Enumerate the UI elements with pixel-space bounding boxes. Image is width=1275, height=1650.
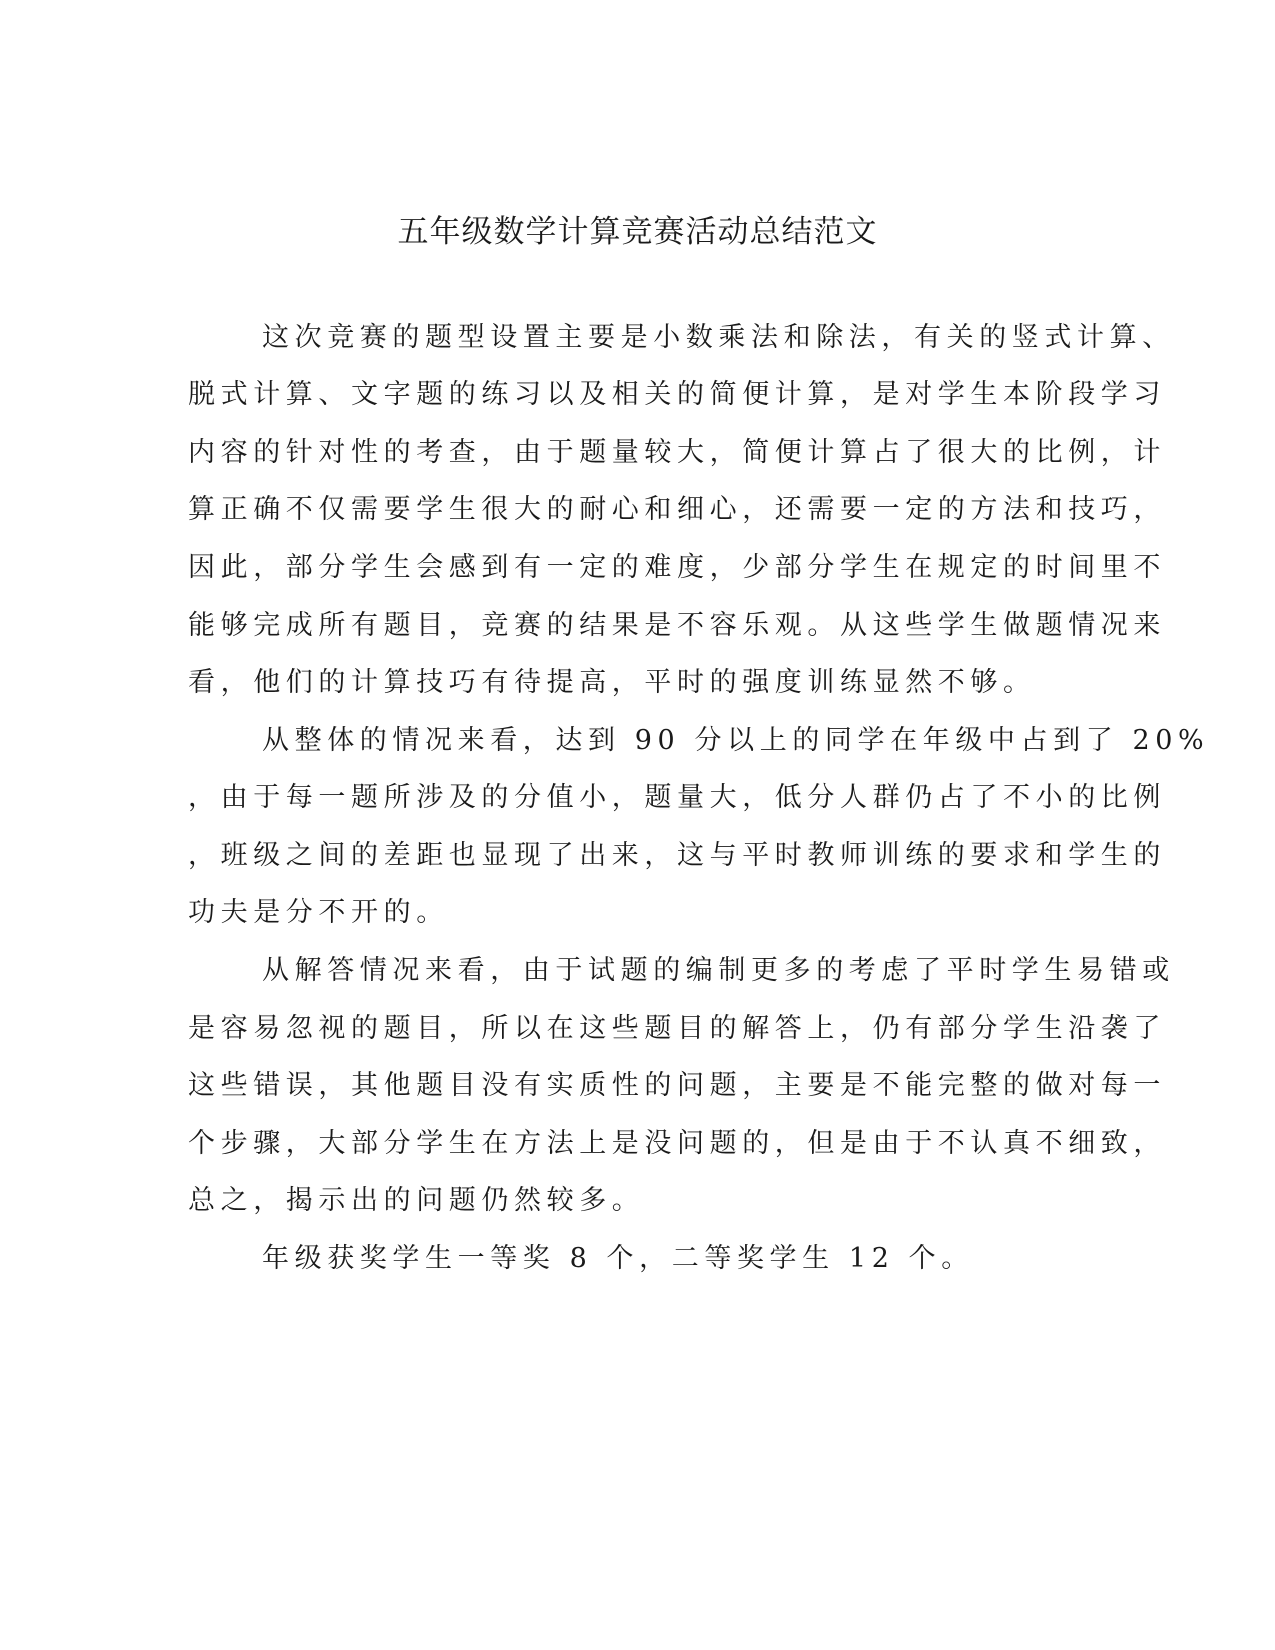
paragraph-1-line-2: 脱式计算、文字题的练习以及相关的简便计算，是对学生本阶段学习	[188, 379, 1166, 410]
paragraph-2-line-3: ，班级之间的差距也显现了出来，这与平时教师训练的要求和学生的	[188, 840, 1166, 871]
paragraph-1-line-6: 能够完成所有题目，竞赛的结果是不容乐观。从这些学生做题情况来	[188, 610, 1166, 641]
paragraph-2-line-4: 功夫是分不开的。	[188, 897, 449, 928]
paragraph-1-line-7: 看，他们的计算技巧有待提高，平时的强度训练显然不够。	[188, 667, 1036, 698]
paragraph-1-line-5: 因此，部分学生会感到有一定的难度，少部分学生在规定的时间里不	[188, 552, 1166, 583]
paragraph-3-line-2: 是容易忽视的题目，所以在这些题目的解答上，仍有部分学生沿袭了	[188, 1013, 1166, 1044]
paragraph-3-line-4: 个步骤，大部分学生在方法上是没问题的，但是由于不认真不细致，	[188, 1128, 1166, 1159]
paragraph-4-line-1: 年级获奖学生一等奖 8 个，二等奖学生 12 个。	[262, 1243, 974, 1274]
paragraph-2-line-1: 从整体的情况来看，达到 90 分以上的同学在年级中占到了 20%	[262, 725, 1210, 756]
paragraph-1-line-4: 算正确不仅需要学生很大的耐心和细心，还需要一定的方法和技巧，	[188, 494, 1166, 525]
paragraph-3-line-1: 从解答情况来看，由于试题的编制更多的考虑了平时学生易错或	[262, 955, 1175, 986]
paragraph-3-line-3: 这些错误，其他题目没有实质性的问题，主要是不能完整的做对每一	[188, 1070, 1166, 1101]
paragraph-1-line-3: 内容的针对性的考查，由于题量较大，简便计算占了很大的比例，计	[188, 437, 1166, 468]
paragraph-2-line-2: ，由于每一题所涉及的分值小，题量大，低分人群仍占了不小的比例	[188, 782, 1166, 813]
paragraph-3-line-5: 总之，揭示出的问题仍然较多。	[188, 1185, 645, 1216]
paragraph-1-line-1: 这次竞赛的题型设置主要是小数乘法和除法，有关的竖式计算、	[262, 322, 1175, 353]
document-title: 五年级数学计算竞赛活动总结范文	[397, 214, 878, 250]
